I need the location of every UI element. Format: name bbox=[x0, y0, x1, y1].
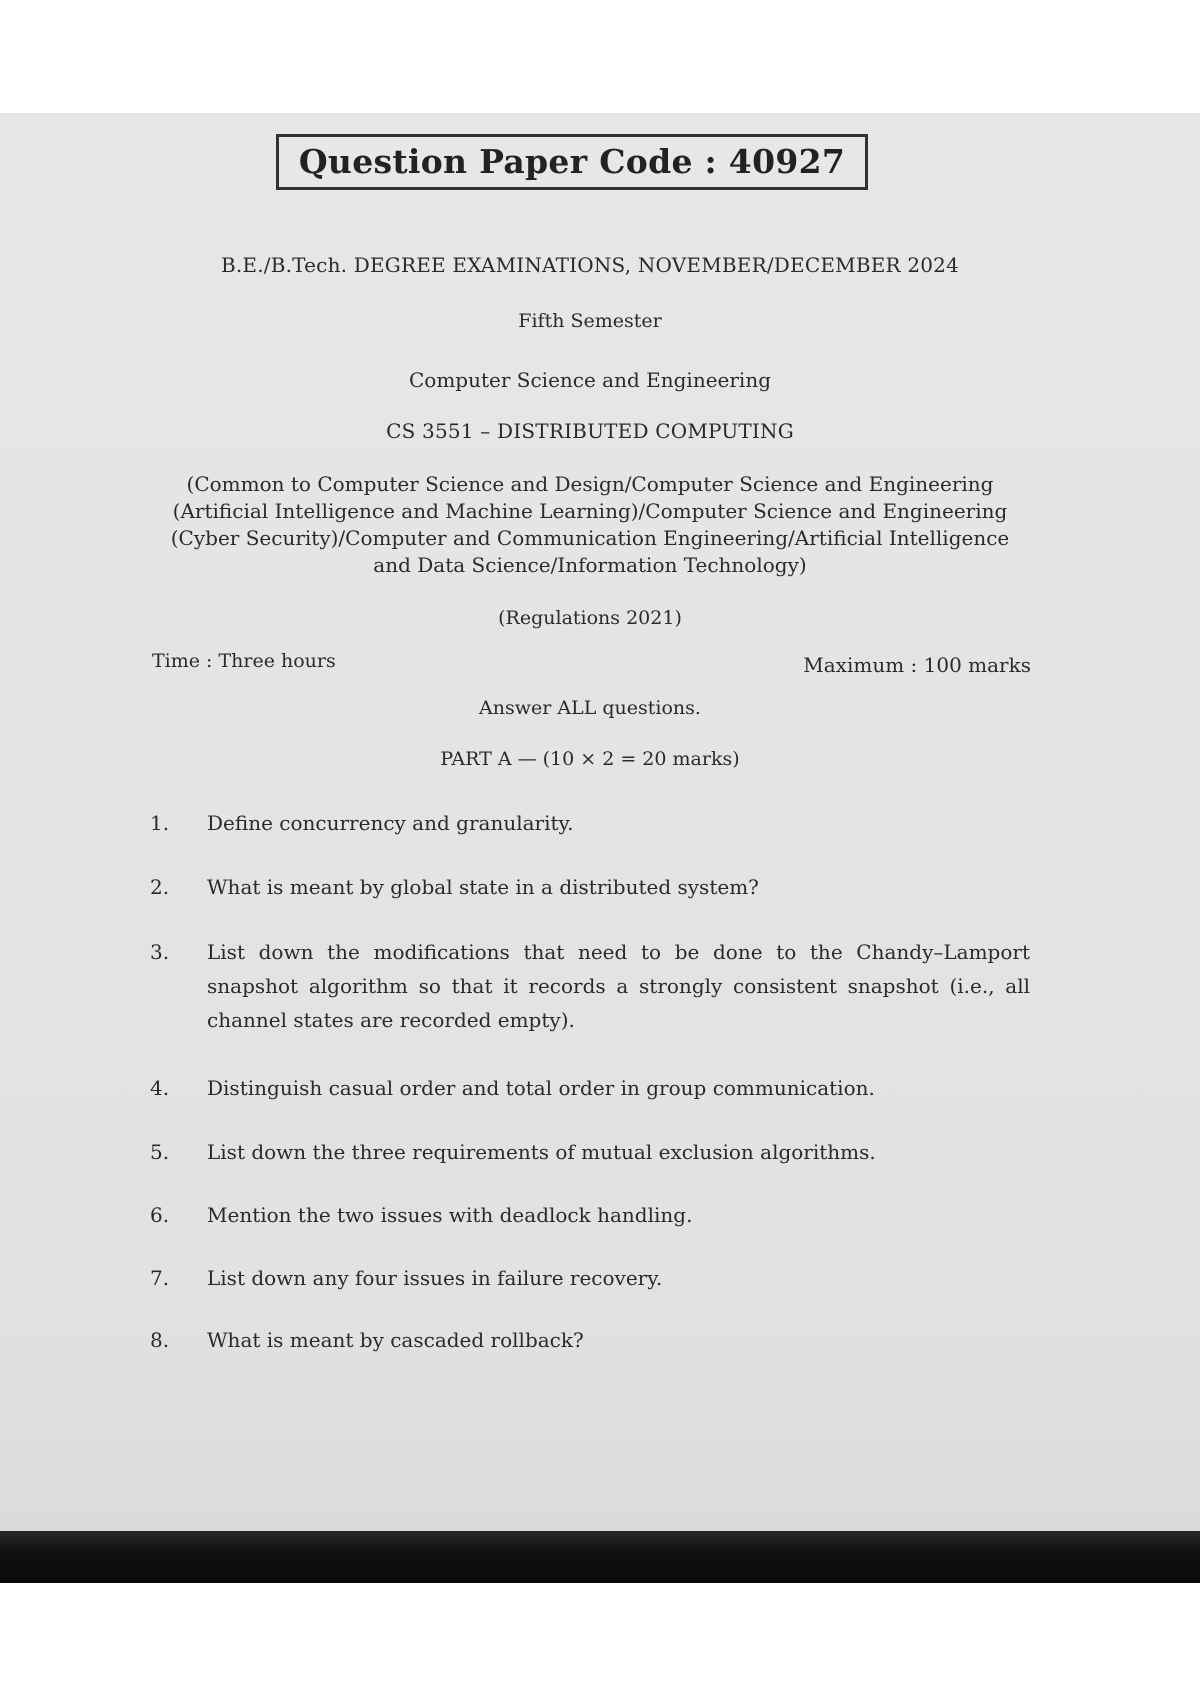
course-title: CS 3551 – DISTRIBUTED COMPUTING bbox=[386, 419, 794, 443]
question-number: 2. bbox=[150, 875, 170, 899]
regulations: (Regulations 2021) bbox=[498, 607, 682, 629]
question-item bbox=[150, 1071, 1030, 1105]
exam-duration: Time : Three hours bbox=[152, 650, 336, 672]
question-item bbox=[150, 1198, 1030, 1232]
common-to-note: (Common to Computer Science and Design/Computer Science and Engineering (Artificial Intelligence and Machine Learning)/Computer Science and Engineering (Cyber Security)/Computer and Communication Engineering/Artificial Intelligence and Data Science/Information Technology) bbox=[170, 472, 1010, 577]
question-number: 8. bbox=[150, 1328, 170, 1352]
question-text: What is meant by cascaded rollback? bbox=[207, 1328, 584, 1352]
question-text: Distinguish casual order and total order in group communication. bbox=[207, 1076, 875, 1100]
question-number: 7. bbox=[150, 1266, 170, 1290]
maximum-marks: Maximum : 100 marks bbox=[803, 653, 1031, 677]
question-number: 1. bbox=[150, 811, 170, 835]
photo-dark-edge bbox=[0, 1531, 1200, 1583]
question-number: 3. bbox=[150, 940, 170, 964]
question-item bbox=[150, 1135, 1030, 1169]
question-text: List down the three requirements of mutual exclusion algorithms. bbox=[207, 1140, 876, 1164]
question-paper-photo bbox=[0, 113, 1200, 1583]
question-item bbox=[150, 806, 1030, 840]
question-number: 6. bbox=[150, 1203, 170, 1227]
question-text: List down the modifications that need to be done to the Chandy–Lamport snapshot algorithm so that it records a strongly consistent snapshot (i.e., all channel states are recorded empty). bbox=[207, 940, 1030, 1032]
part-a-heading: PART A — (10 × 2 = 20 marks) bbox=[440, 748, 740, 770]
question-text: Mention the two issues with deadlock handling. bbox=[207, 1203, 693, 1227]
question-text: Define concurrency and granularity. bbox=[207, 811, 574, 835]
question-text: List down any four issues in failure recovery. bbox=[207, 1266, 663, 1290]
instruction: Answer ALL questions. bbox=[479, 697, 701, 719]
question-number: 4. bbox=[150, 1076, 170, 1100]
question-text: What is meant by global state in a distributed system? bbox=[207, 875, 759, 899]
question-item bbox=[150, 870, 1030, 904]
question-paper-code: Question Paper Code : 40927 bbox=[276, 134, 868, 190]
question-item bbox=[150, 1323, 1030, 1357]
department: Computer Science and Engineering bbox=[408, 368, 772, 392]
exam-title: B.E./B.Tech. DEGREE EXAMINATIONS, NOVEMBER/DECEMBER 2024 bbox=[220, 253, 960, 277]
semester: Fifth Semester bbox=[518, 310, 662, 332]
question-item bbox=[150, 935, 1030, 1037]
question-item bbox=[150, 1261, 1030, 1295]
question-number: 5. bbox=[150, 1140, 170, 1164]
